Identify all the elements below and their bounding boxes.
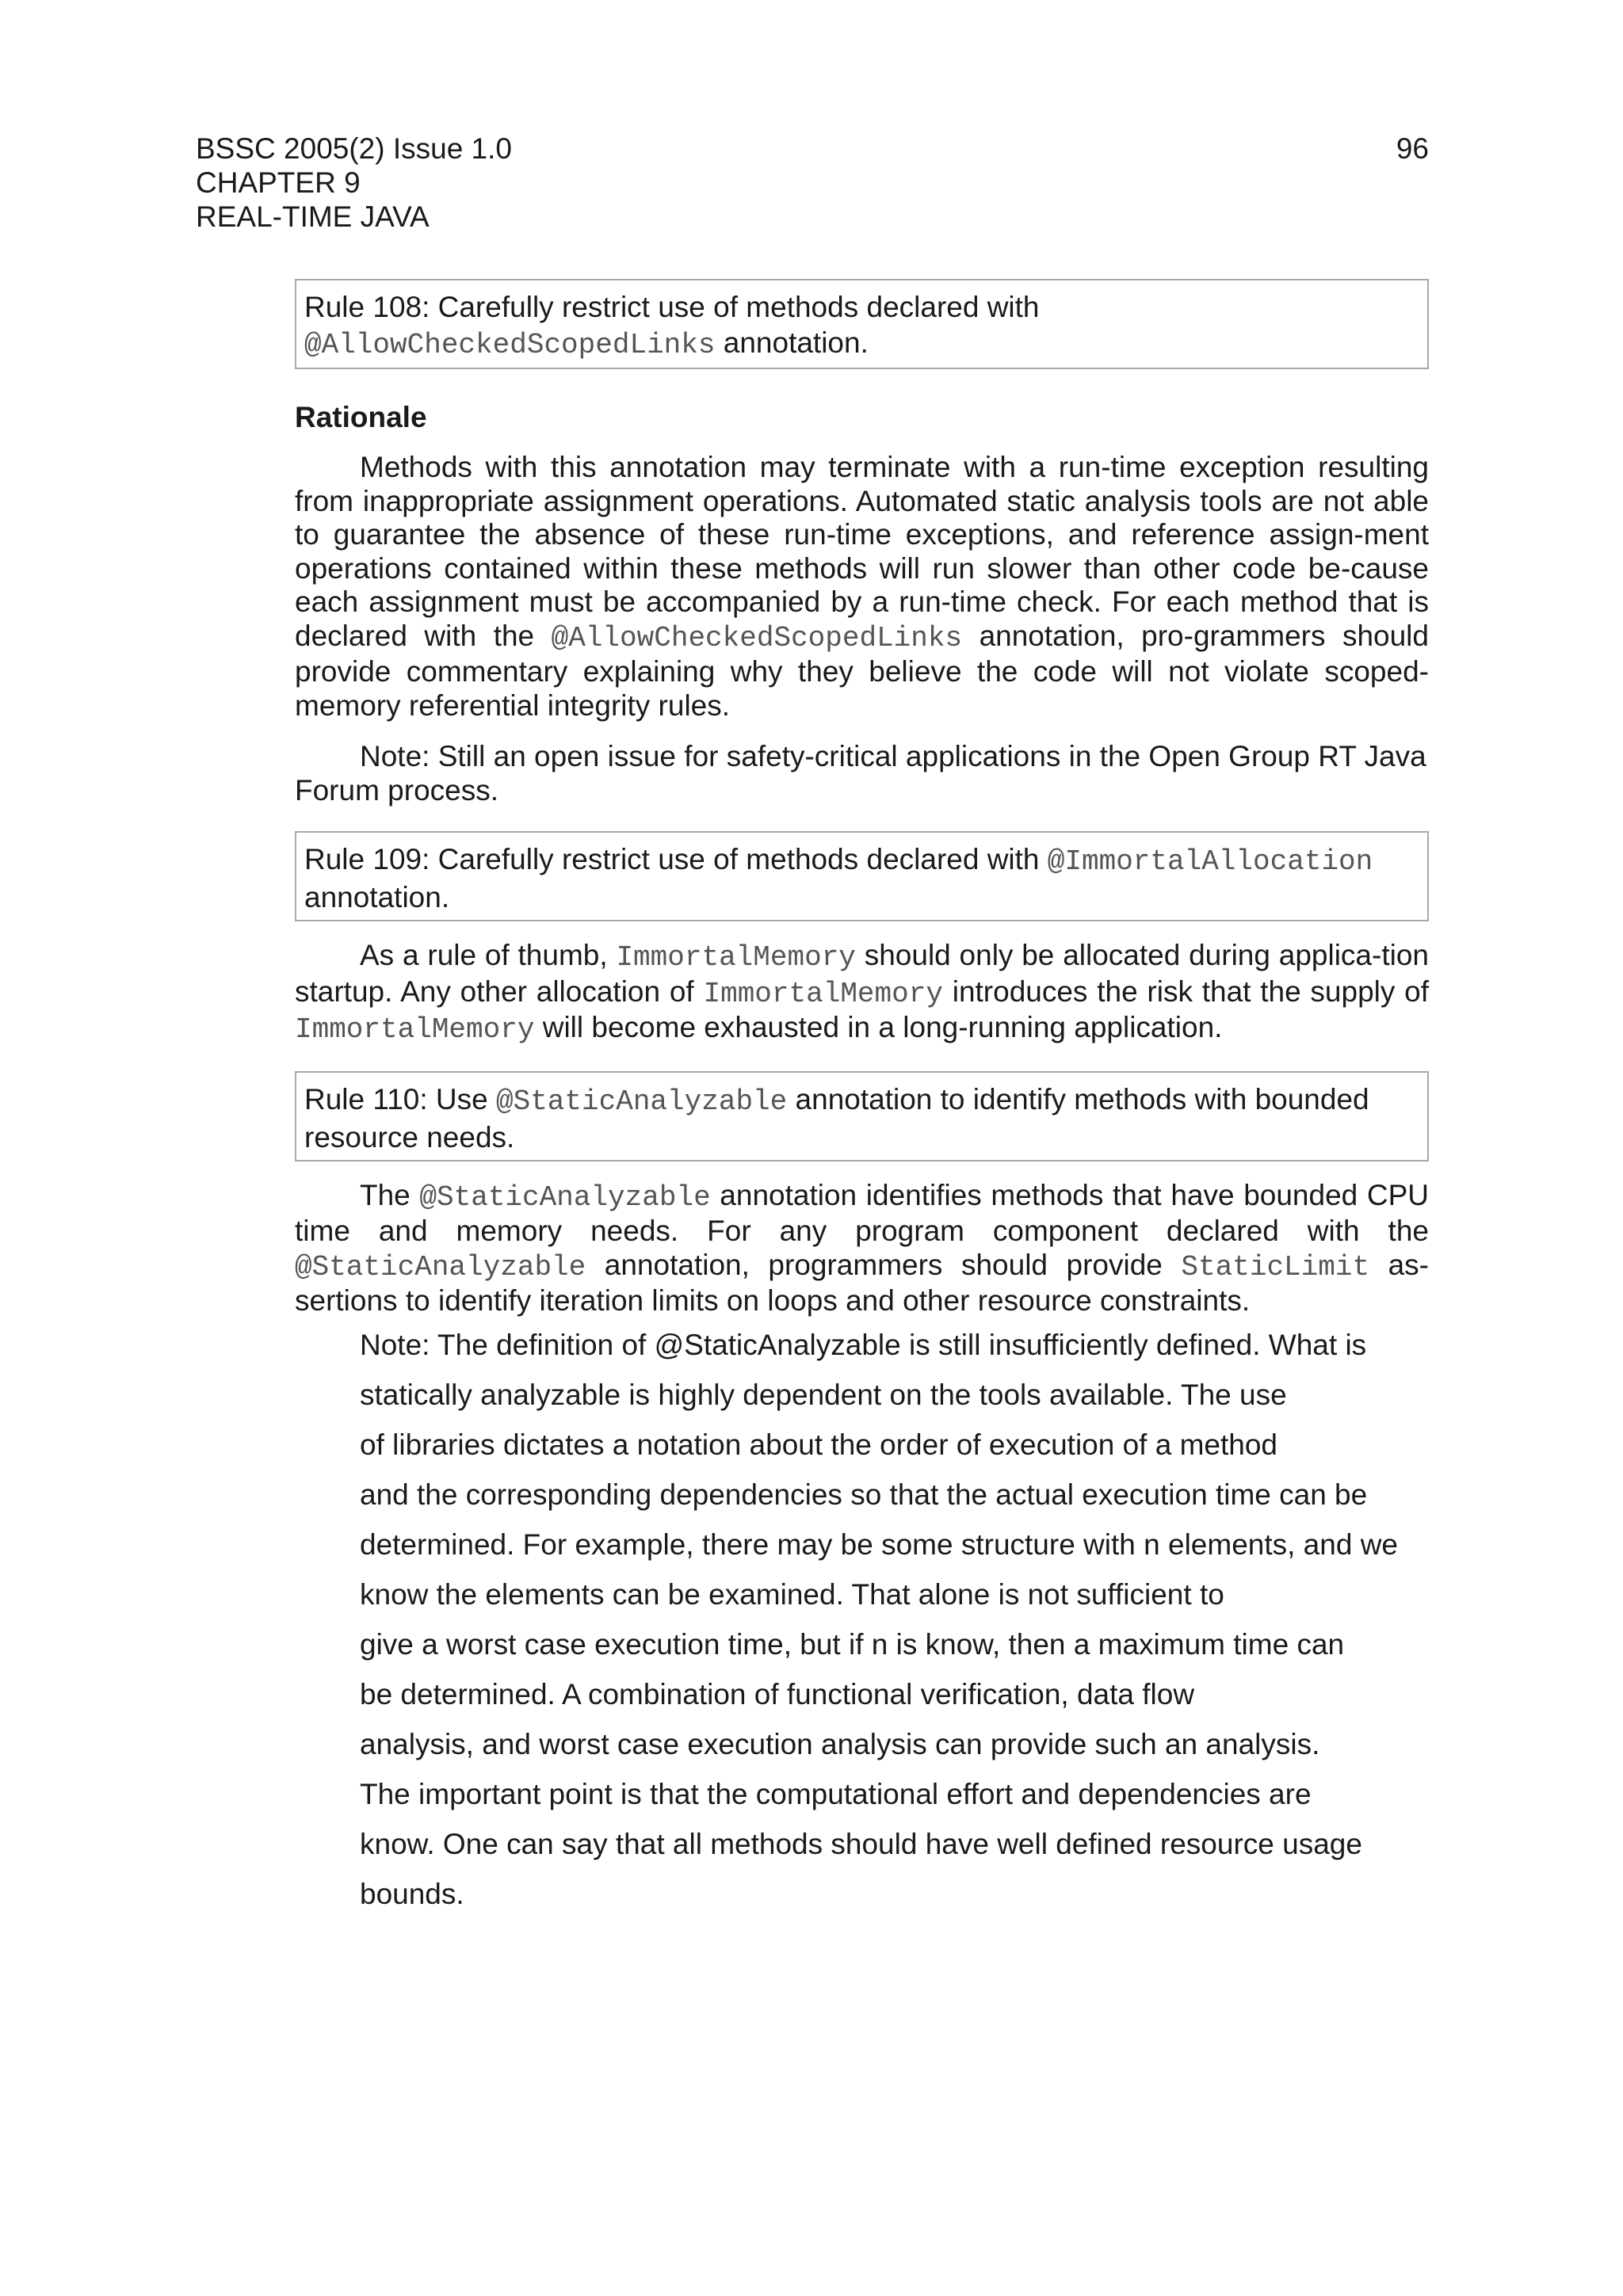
immortal-memory-paragraph — [295, 939, 1429, 1047]
immortal-code-2: ImmortalMemory — [703, 977, 943, 1010]
static-code-2: @StaticAnalyzable — [295, 1250, 586, 1283]
note-line: The important point is that the computational effort and dependencies are — [360, 1777, 1312, 1810]
note-line: Note: The definition of @StaticAnalyzable is still insufficiently defined. What is — [360, 1328, 1367, 1361]
static-code-1: @StaticAnalyzable — [419, 1180, 711, 1214]
rationale-heading: Rationale — [295, 401, 427, 433]
rule-109-text: Rule 109: Carefully restrict use of methods declared with — [304, 843, 1048, 875]
static-analyzable-note — [360, 1320, 1429, 1919]
note-line: give a worst case execution time, but if n is know, then a maximum time can — [360, 1627, 1345, 1661]
rule-110-suffix: annotation to identify methods with bounded resource needs. — [304, 1082, 1369, 1154]
static-code-3: StaticLimit — [1181, 1250, 1370, 1283]
static-text-d: as-sertions to identify iteration limits on loops and other resource constraints. — [295, 1248, 1429, 1317]
note-line: bounds. — [360, 1877, 464, 1910]
chapter-title: REAL-TIME JAVA — [196, 200, 430, 233]
rule-109-box — [295, 831, 1429, 921]
static-text-a: The — [360, 1178, 420, 1211]
page-header — [196, 132, 1429, 234]
rule-110-text: Rule 110: Use — [304, 1082, 496, 1116]
static-text-c: annotation, programmers should provide — [586, 1248, 1182, 1281]
immortal-text-c: introduces the risk that the supply of — [942, 974, 1430, 1008]
rule-110-box — [295, 1071, 1429, 1161]
rule-108-suffix: annotation. — [715, 326, 869, 359]
immortal-code-3: ImmortalMemory — [295, 1013, 535, 1046]
page-number: 96 — [1396, 132, 1429, 165]
rule-108-box — [295, 279, 1429, 369]
page-body — [295, 279, 1429, 1919]
rule-110-code: @StaticAnalyzable — [496, 1085, 788, 1118]
immortal-text-d: will become exhausted in a long-running application. — [534, 1011, 1223, 1043]
chapter-number: CHAPTER 9 — [196, 166, 361, 199]
rule-108-code: @AllowCheckedScopedLinks — [304, 329, 716, 361]
static-analyzable-paragraph — [295, 1179, 1429, 1318]
immortal-text-b: should only be allocated during applica-tion startup. Any other allocation of — [295, 939, 1429, 1008]
rationale-text-a: Methods with this annotation may terminate with a run-time exception resulting from inappropriate assignment operations. Automated static analysis tools are not able to guarantee the absence of these run-time exceptions, and reference assign-ment operations contained within these methods will run slower than other code be-cause each assignment must be accompanied by a run-time check. For each method that is declared with the — [295, 451, 1429, 652]
static-text-b: annotation identifies methods that have bounded CPU time and memory needs. For any program component declared with the — [295, 1178, 1429, 1247]
note-line: know. One can say that all methods should have well defined resource usage — [360, 1827, 1362, 1860]
rationale-paragraph — [295, 451, 1429, 723]
note-line: be determined. A combination of functional verification, data flow — [360, 1677, 1195, 1711]
rationale-note: Note: Still an open issue for safety-critical applications in the Open Group RT Java Forum process. — [295, 740, 1426, 807]
note-line: and the corresponding dependencies so that the actual execution time can be — [360, 1478, 1368, 1511]
rule-109-suffix: annotation. — [304, 881, 450, 913]
note-line: analysis, and worst case execution analysis can provide such an analysis. — [360, 1727, 1320, 1760]
rule-108-text: Rule 108: Carefully restrict use of methods declared with — [304, 291, 1040, 323]
immortal-text-a: As a rule of thumb, — [360, 939, 617, 971]
doc-id: BSSC 2005(2) Issue 1.0 — [196, 132, 512, 165]
note-line: determined. For example, there may be some structure with n elements, and we — [360, 1527, 1398, 1561]
rationale-code: @AllowCheckedScopedLinks — [551, 621, 963, 654]
note-line: statically analyzable is highly dependent on the tools available. The use — [360, 1378, 1287, 1411]
rule-109-code: @ImmortalAllocation — [1047, 845, 1373, 878]
note-line: of libraries dictates a notation about the order of execution of a method — [360, 1428, 1278, 1461]
rationale-text-b: annotation, pro-grammers should provide commentary explaining why they believe the code will not violate scoped-memory referential integrity rules. — [295, 619, 1429, 722]
immortal-code-1: ImmortalMemory — [616, 941, 856, 974]
note-line: know the elements can be examined. That alone is not sufficient to — [360, 1577, 1224, 1611]
